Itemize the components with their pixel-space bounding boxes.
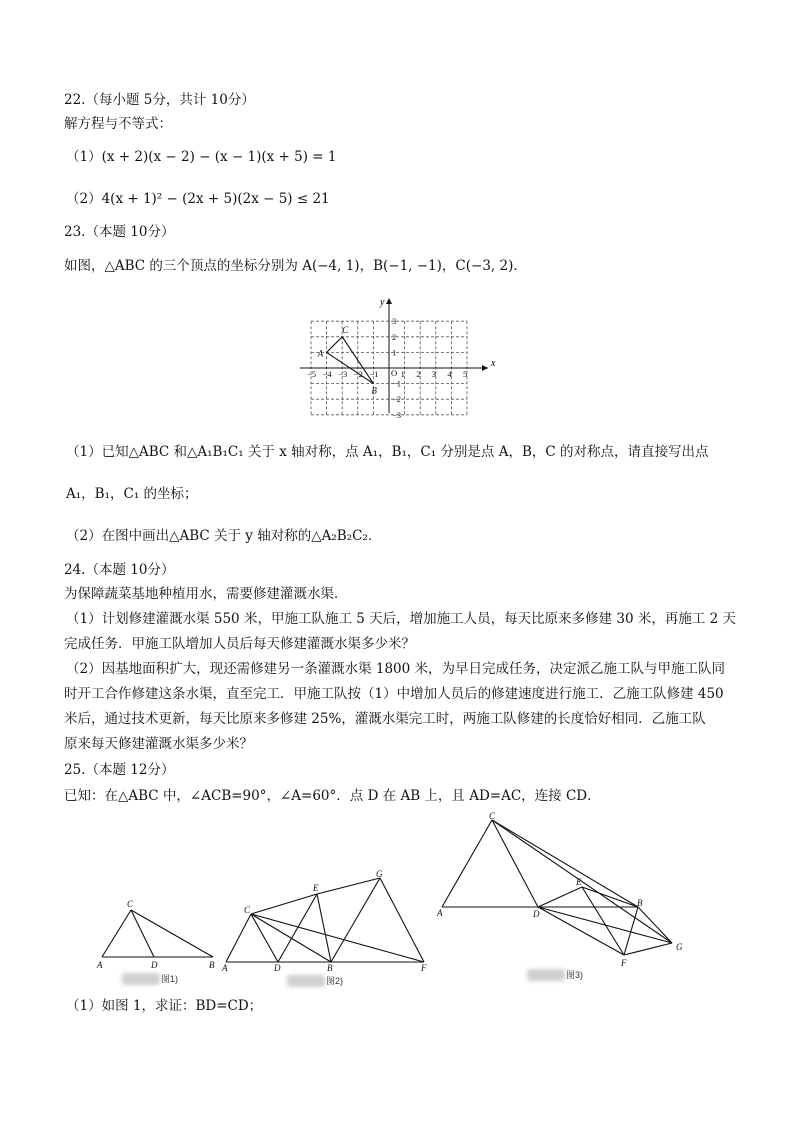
origin-label: O: [391, 368, 398, 378]
fig2-caption: 图2): [326, 976, 344, 986]
fig2-label-e: E: [313, 883, 319, 893]
fig1-label-b: B: [209, 960, 215, 970]
figure-1: [92, 896, 222, 976]
fig1-label-c: C: [127, 899, 134, 909]
fig1-label-d: D: [151, 960, 158, 970]
fig3-label-b: B: [637, 898, 643, 908]
fig2-label-d: D: [274, 963, 281, 973]
fig2-label-b: B: [327, 963, 333, 973]
fig2-caption-blur: [287, 975, 325, 987]
y-tick-label: 2: [392, 331, 397, 342]
fig3-caption: 图3): [566, 970, 584, 980]
fig1-label-a: A: [97, 960, 103, 970]
y-tick-label: 3: [392, 316, 397, 327]
fig3-caption-blur: [527, 969, 565, 981]
q22-intro: 解方程与不等式：: [64, 116, 172, 132]
y-axis-label: y: [380, 297, 385, 308]
q23-part2: （2）在图中画出△ABC 关于 y 轴对称的△A₂B₂C₂．: [66, 528, 382, 544]
x-tick-label: 1: [400, 369, 405, 379]
x-axis-arrow: [482, 365, 488, 371]
x-tick-label: 5: [463, 369, 468, 379]
x-tick-label: 4: [447, 369, 452, 379]
x-axis-label: x: [491, 358, 496, 369]
q24-part2-d: 原来每天修建灌溉水渠多少米？: [64, 736, 253, 752]
fig2-label-c: C: [244, 905, 251, 915]
x-tick-label: −4: [322, 369, 332, 379]
q22-part2: （2）4(x + 1)² − (2x + 5)(2x − 5) ≤ 21: [66, 191, 330, 207]
q25-intro: 已知：在△ABC 中，∠ACB=90°，∠A=60°．点 D 在 AB 上，且 AD=AC，连接 CD．: [64, 788, 601, 804]
fig3-label-e: E: [576, 877, 582, 887]
x-tick-label: 2: [416, 369, 421, 379]
coordinate-grid-figure: [298, 296, 494, 418]
fig3-label-d: D: [533, 909, 540, 919]
fig2-label-a: A: [222, 963, 228, 973]
x-tick-label: −1: [369, 369, 379, 379]
q24-intro: 为保障蔬菜基地种植用水，需要修建灌溉水渠．: [64, 586, 348, 602]
triangle-abc: [327, 337, 374, 384]
q23-part1-a: （1）已知△ABC 和△A₁B₁C₁ 关于 x 轴对称，点 A₁，B₁，C₁ 分别是点 A，B，C 的对称点，请直接写出点: [66, 444, 709, 460]
q24-part1-b: 完成任务．甲施工队增加人员后每天修建灌溉水渠多少米？: [64, 636, 415, 652]
point-label-c: C: [342, 324, 349, 335]
fig3-label-g: G: [676, 942, 683, 952]
x-tick-label: −5: [307, 369, 317, 379]
figure-3: [434, 810, 690, 970]
y-tick-label: −3: [392, 409, 402, 420]
q24-header: 24.（本题 10分）: [64, 562, 175, 578]
fig3-label-f: F: [621, 958, 627, 968]
point-label-a: A: [317, 348, 324, 359]
fig3-label-a: A: [437, 908, 443, 918]
figure-2: [218, 868, 432, 974]
x-tick-label: −3: [338, 369, 348, 379]
point-label-b: B: [371, 385, 377, 396]
q24-part2-b: 时开工合作修建这条水渠，直至完工．甲施工队按（1）中增加人员后的修建速度进行施工．乙施工队修建 450: [64, 686, 724, 702]
y-tick-label: 1: [392, 347, 397, 358]
y-tick-label: −1: [392, 378, 402, 389]
q22-header: 22.（每小题 5分，共计 10分）: [64, 92, 255, 108]
fig1-caption-blur: [122, 973, 160, 985]
q24-part2-c: 米后，通过技术更新，每天比原来多修建 25%，灌溉水渠完工时，两施工队修建的长度恰好相同．乙施工队: [64, 711, 706, 727]
fig1-caption: 图1): [161, 974, 179, 984]
x-tick-label: −2: [353, 369, 363, 379]
q24-part2-a: （2）因基地面积扩大，现还需修建另一条灌溉水渠 1800 米，为早日完成任务，决定派乙施工队与甲施工队同: [66, 661, 726, 677]
x-tick-label: 3: [431, 369, 437, 379]
fig3-label-c: C: [489, 811, 496, 821]
fig2-label-g: G: [376, 869, 383, 879]
q22-part1: （1）(x + 2)(x − 2) − (x − 1)(x + 5) = 1: [66, 149, 337, 165]
y-tick-label: −2: [392, 394, 402, 405]
fig2-label-f: F: [421, 963, 427, 973]
q25-part1: （1）如图 1，求证：BD=CD；: [66, 998, 263, 1014]
y-axis-arrow: [386, 298, 392, 304]
q24-part1-a: （1）计划修建灌溉水渠 550 米，甲施工队施工 5 天后，增加施工人员，每天比原来多修建 30 米，再施工 2 天: [66, 611, 737, 627]
q23-part1-b: A₁，B₁，C₁ 的坐标；: [66, 486, 198, 502]
q23-intro: 如图，△ABC 的三个顶点的坐标分别为 A(−4, 1)，B(−1, −1)，C(−3, 2)．: [64, 258, 527, 274]
q25-header: 25.（本题 12分）: [64, 762, 175, 778]
q23-header: 23.（本题 10分）: [64, 224, 175, 240]
